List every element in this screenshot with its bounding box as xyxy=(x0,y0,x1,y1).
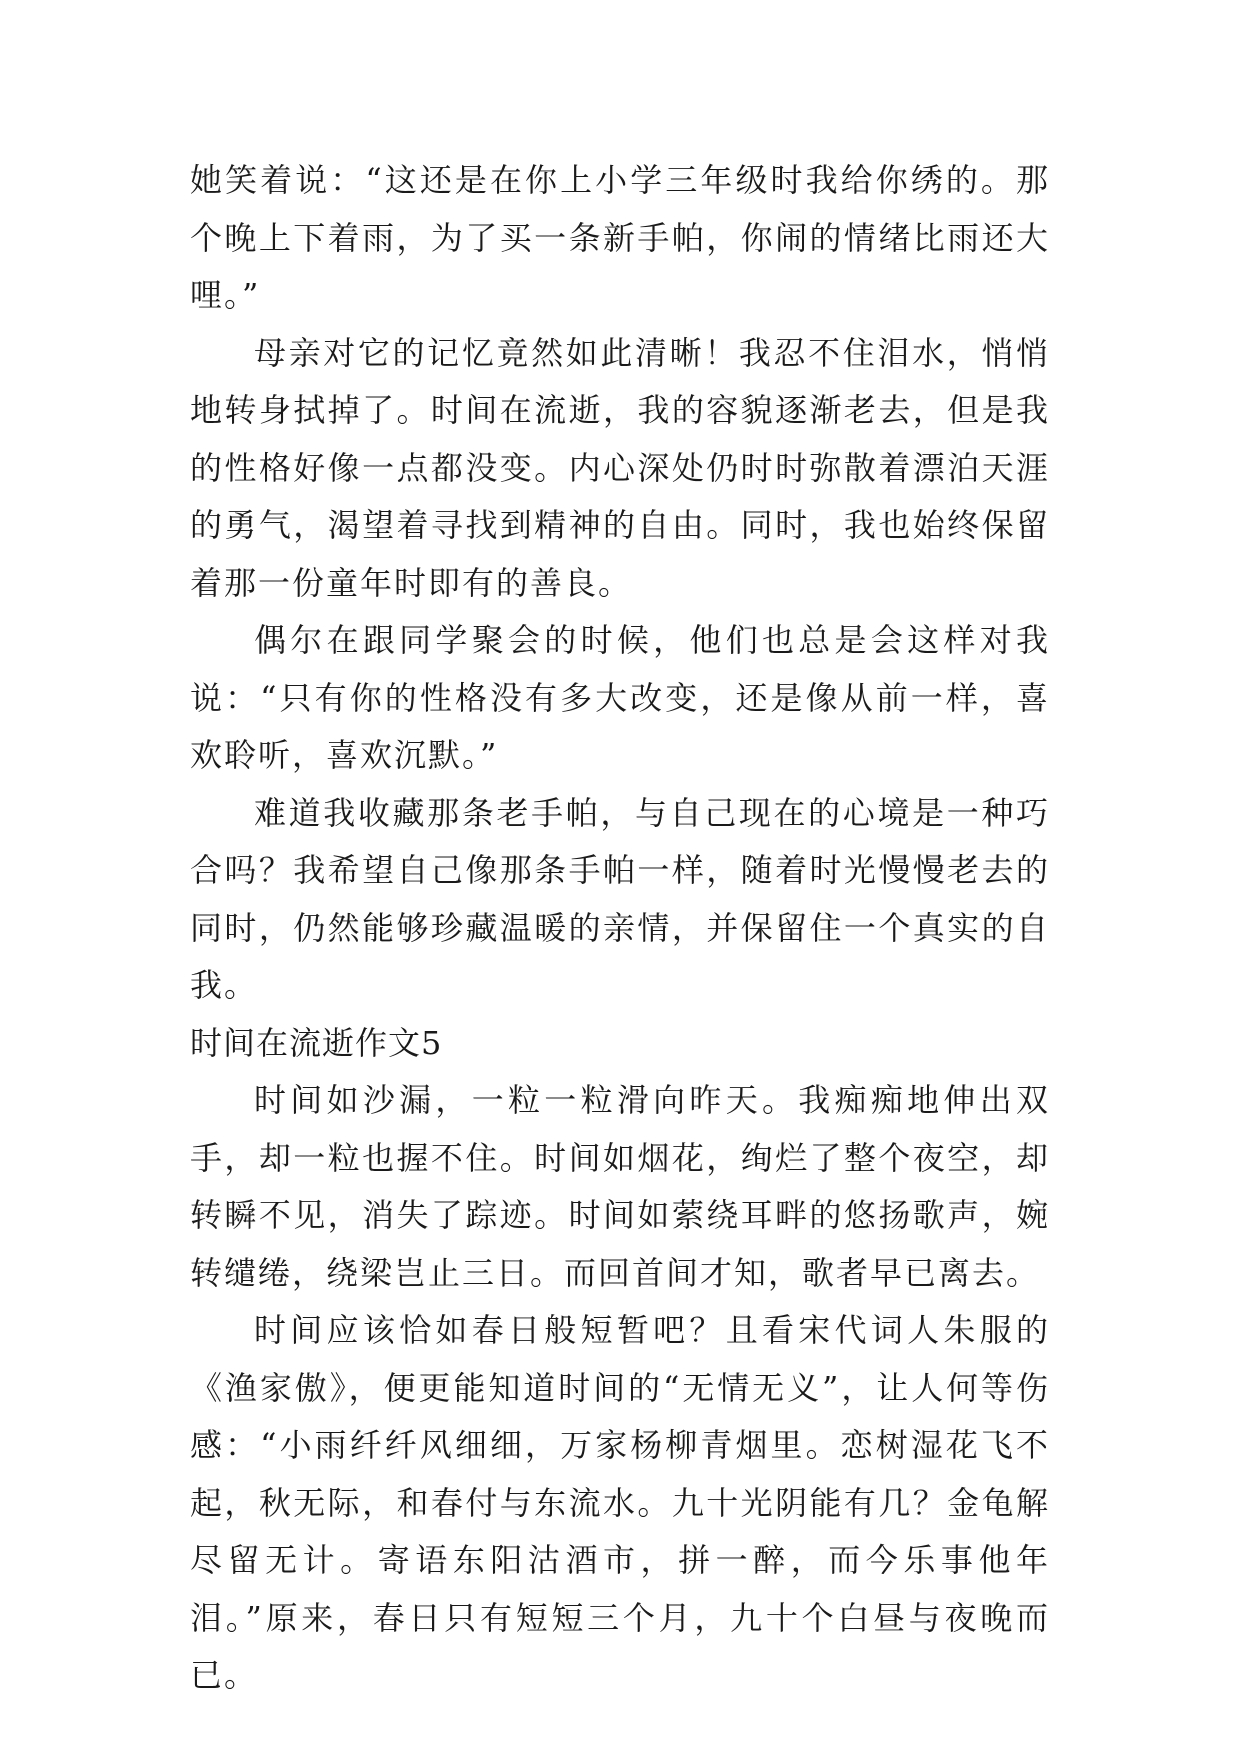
paragraph-continued: 她笑着说：“这还是在你上小学三年级时我给你绣的。那个晚上下着雨，为了买一条新手帕，你闹的情绪比雨还大哩。” xyxy=(190,161,1050,314)
paragraph: 难道我收藏那条老手帕，与自己现在的心境是一种巧合吗？我希望自己像那条手帕一样，随着时光慢慢老去的同时，仍然能够珍藏温暖的亲情，并保留住一个真实的自我。 xyxy=(190,793,1050,1004)
document-body xyxy=(190,152,1050,1705)
section-title: 时间在流逝作文5 xyxy=(190,1023,443,1062)
paragraph: 偶尔在跟同学聚会的时候，他们也总是会这样对我说：“只有你的性格没有多大改变，还是像从前一样，喜欢聆听，喜欢沉默。” xyxy=(190,621,1050,774)
paragraph: 母亲对它的记忆竟然如此清晰！我忍不住泪水，悄悄地转身拭掉了。时间在流逝，我的容貌逐渐老去，但是我的性格好像一点都没变。内心深处仍时时弥散着漂泊天涯的勇气，渴望着寻找到精神的自由。同时，我也始终保留着那一份童年时即有的善良。 xyxy=(190,333,1050,602)
paragraph: 时间如沙漏，一粒一粒滑向昨天。我痴痴地伸出双手，却一粒也握不住。时间如烟花，绚烂了整个夜空，却转瞬不见，消失了踪迹。时间如萦绕耳畔的悠扬歌声，婉转缱绻，绕梁岂止三日。而回首间才知，歌者早已离去。 xyxy=(190,1081,1050,1292)
paragraph: 时间应该恰如春日般短暂吧？且看宋代词人朱服的《渔家傲》，便更能知道时间的“无情无义”，让人何等伤感：“小雨纤纤风细细，万家杨柳青烟里。恋树湿花飞不起，秋无际，和春付与东流水。九十光阴能有几？金龟解尽留无计。寄语东阳沽酒市，拼一醉，而今乐事他年泪。”原来，春日只有短短三个月，九十个白昼与夜晚而已。 xyxy=(190,1311,1050,1694)
